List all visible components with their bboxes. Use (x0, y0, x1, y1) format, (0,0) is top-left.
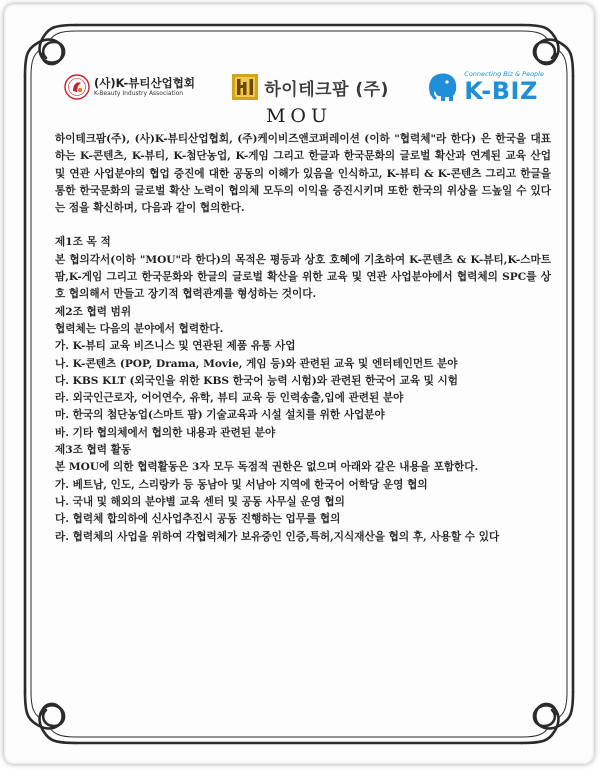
kbiz-logo (425, 70, 544, 104)
article-2-item: 바. 기타 협의체에서 협의한 내용과 관련된 분야 (55, 426, 276, 439)
article-2-heading: 제2조 협력 범위 (55, 305, 132, 318)
kbia-logo (64, 74, 195, 100)
article-2-item: 가. K-뷰티 교육 비즈니스 및 연관된 제품 유통 사업 (55, 340, 296, 353)
paragraph-gap (55, 217, 551, 234)
article-2-item: 다. KBS KLT (외국인을 위한 KBS 한국어 능력 시험)와 관련된 한국어 교육 및 시험 (55, 374, 459, 387)
article-2-item: 마. 한국의 첨단농업(스마트 팜) 기술교육과 시설 설치를 위한 사업분야 (55, 409, 385, 422)
article-3-item: 가. 베트남, 인도, 스리랑카 등 동남아 및 서남아 지역에 한국어 어학당 운영 협의 (55, 478, 428, 491)
article-3-heading: 제3조 협력 활동 (55, 444, 132, 457)
kbia-emblem-icon (64, 74, 90, 100)
article-3-item: 다. 협력체 합의하에 신사업추진시 공동 진행하는 업무를 협의 (55, 513, 341, 526)
article-1-heading: 제1조 목 적 (55, 236, 111, 249)
article-3-item: 라. 협력체의 사업을 위하여 각협력체가 보유중인 인증,특허,지식재산을 협의 후, 사용할 수 있다 (55, 530, 500, 543)
kbiz-tagline: Connecting Biz & People (464, 70, 544, 78)
kbia-english-name: K-Beauty Industry Association (94, 89, 184, 97)
partner-logos (64, 66, 544, 108)
article-2-item: 나. K-콘텐츠 (POP, Drama, Movie, 게임 등)와 관련된 교육 및 엔터테인먼트 분야 (55, 357, 458, 370)
hitech-emblem-icon (231, 73, 259, 101)
intro-paragraph: 하이테크팜(주), (사)K-뷰티산업협회, (주)케이비즈앤코퍼레이션 (이하 "협력체"라 한다) 은 한국을 대표하는 K-콘텐츠, K-뷰티, K-첨단농업, K-게임 그리고 한글과 한국문화의 글로벌 확산과 연계된 교육 산업 및 연관 사업분야의 협업 증진에 대한 공동의 이해가 있음을 인식하고, K-뷰티 & K-콘텐츠 그리고 한글을 통한 한국문화의 글로벌 확산 노력이 협의체 모두의 이익을 증진시키며 또한 한국의 위상을 드높일 수 있다는 점을 확신하며, 다음과 같이 협의한다. (55, 133, 551, 215)
hitech-logo (231, 73, 389, 101)
article-3-body: 본 MOU에 의한 협력활동은 3자 모두 독점적 권한은 없으며 아래와 같은 내용을 포함한다. (55, 461, 479, 474)
document-title: MOU (265, 105, 333, 127)
article-3-item: 나. 국내 및 해외의 분야별 교육 센터 및 공동 사무실 운영 협의 (55, 495, 345, 508)
elephant-icon (425, 70, 461, 104)
article-2-item: 라. 외국인근로자, 어어연수, 유학, 뷰티 교육 등 인력송출,입에 관련된 분야 (55, 392, 404, 405)
mou-document-page (4, 4, 594, 764)
kbiz-name: K-BIZ (464, 77, 538, 105)
kbia-name: (사)K-뷰티산업협회 (94, 75, 195, 90)
hitech-name: 하이테크팜 (주) (264, 79, 389, 100)
article-1-body: 본 협의각서(이하 "MOU"라 한다)의 목적은 평등과 상호 호혜에 기초하여 K-콘텐츠 & K-뷰티,K-스마트 팜,K-게임 그리고 한국문화와 한글의 글로벌 확산을 위한 교육 및 연관 사업분야에서 협력체의 SPC를 상호 협의해서 만들고 장기적 협력관계를 형성하는 것이다. (55, 253, 551, 301)
document-body (55, 131, 551, 546)
article-2-body: 협력체는 다음의 분야에서 협력한다. (55, 322, 224, 335)
